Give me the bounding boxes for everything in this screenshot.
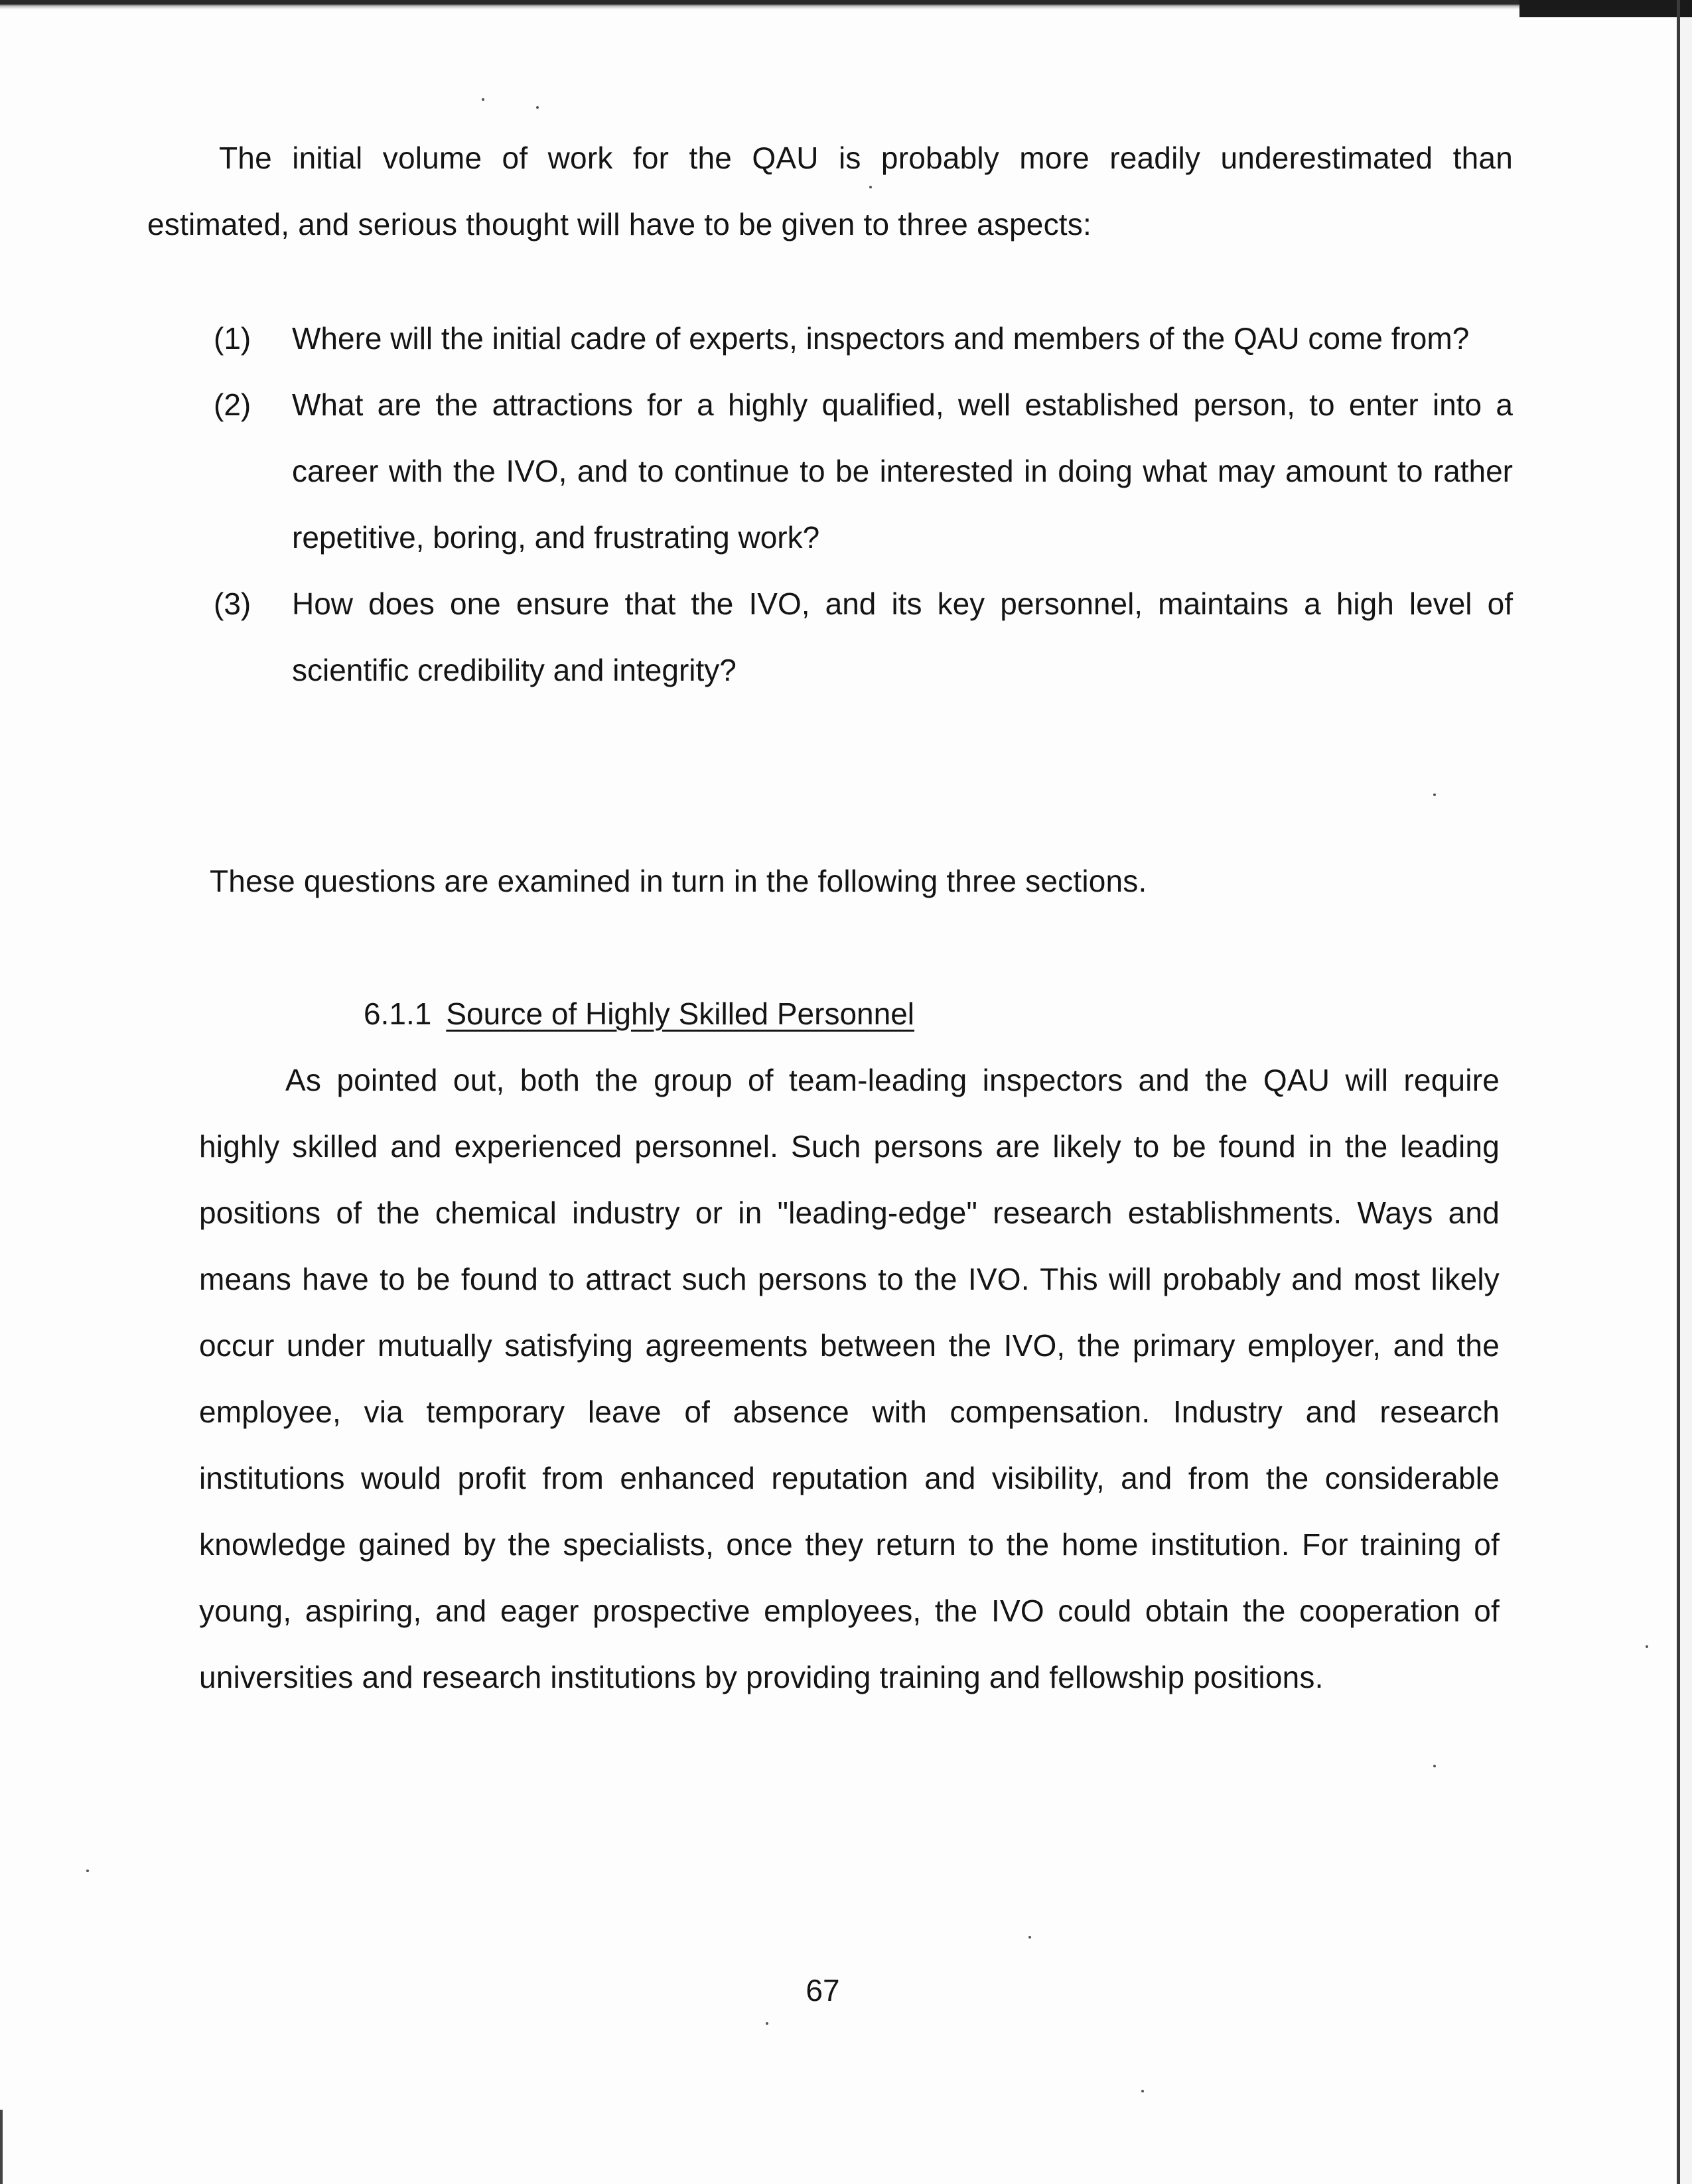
list-item-text: How does one ensure that the IVO, and its key personnel, maintains a high level of scientific credibility and integrity? — [292, 586, 1513, 687]
intro-paragraph: The initial volume of work for the QAU is probably more readily underestimated than estimated, and serious thought will have to be given to three aspects: — [147, 141, 1513, 241]
list-item-number: (3) — [214, 586, 251, 621]
scan-right-edge — [1677, 0, 1680, 2184]
list-item — [214, 571, 1513, 703]
scan-speck — [1141, 2090, 1144, 2092]
list-item — [214, 305, 1513, 372]
scan-speck — [1433, 793, 1436, 796]
intro-block — [147, 125, 1513, 257]
scan-speck — [1433, 1765, 1436, 1767]
questions-list — [214, 305, 1513, 703]
list-item-number: (1) — [214, 321, 251, 356]
section-body-block — [199, 1047, 1500, 1710]
summary-block — [210, 848, 1510, 914]
scan-speck — [766, 2022, 768, 2025]
page-number: 67 — [806, 1973, 840, 2008]
scan-speck — [1646, 1645, 1648, 1648]
section-title: Source of Highly Skilled Personnel — [446, 996, 915, 1031]
section-number: 6.1.1 — [364, 996, 432, 1031]
scan-speck — [536, 106, 539, 109]
list-item-text: What are the attractions for a highly qualified, well established person, to enter into a career with the IVO, and to continue to be interested in doing what may amount to rather repetitive, boring, and frustrating work? — [292, 387, 1513, 555]
scan-left-edge-mark — [0, 2110, 3, 2184]
section-heading — [364, 981, 914, 1047]
section-body-paragraph: As pointed out, both the group of team-leading inspectors and the QAU will require highly skilled and experienced personnel. Such persons are likely to be found in the leading positions of the chemical industry or in "leading-edge" research establishments. Ways and means have to be found to attract such persons to the IVO. This will probably and most likely occur under mutually satisfying agreements between the IVO, the primary employer, and the employee, via temporary leave of absence with compensation. Industry and research institutions would profit from enhanced reputation and visibility, and from the considerable knowledge gained by the specialists, once they return to the home institution. For training of young, aspiring, and eager prospective employees, the IVO could obtain the cooperation of universities and research institutions by providing training and fellowship positions. — [199, 1063, 1500, 1694]
scan-speck — [1028, 1936, 1031, 1939]
scan-top-rule — [0, 0, 1692, 9]
scan-top-rule-corner — [1519, 0, 1692, 17]
list-item-text: Where will the initial cadre of experts, inspectors and members of the QAU come from? — [292, 321, 1470, 356]
scan-speck — [482, 98, 484, 101]
list-item-number: (2) — [214, 387, 251, 422]
scan-right-shade — [1680, 0, 1692, 2184]
list-item — [214, 372, 1513, 571]
scan-speck — [86, 1870, 89, 1872]
summary-sentence: These questions are examined in turn in the following three sections. — [210, 864, 1147, 898]
